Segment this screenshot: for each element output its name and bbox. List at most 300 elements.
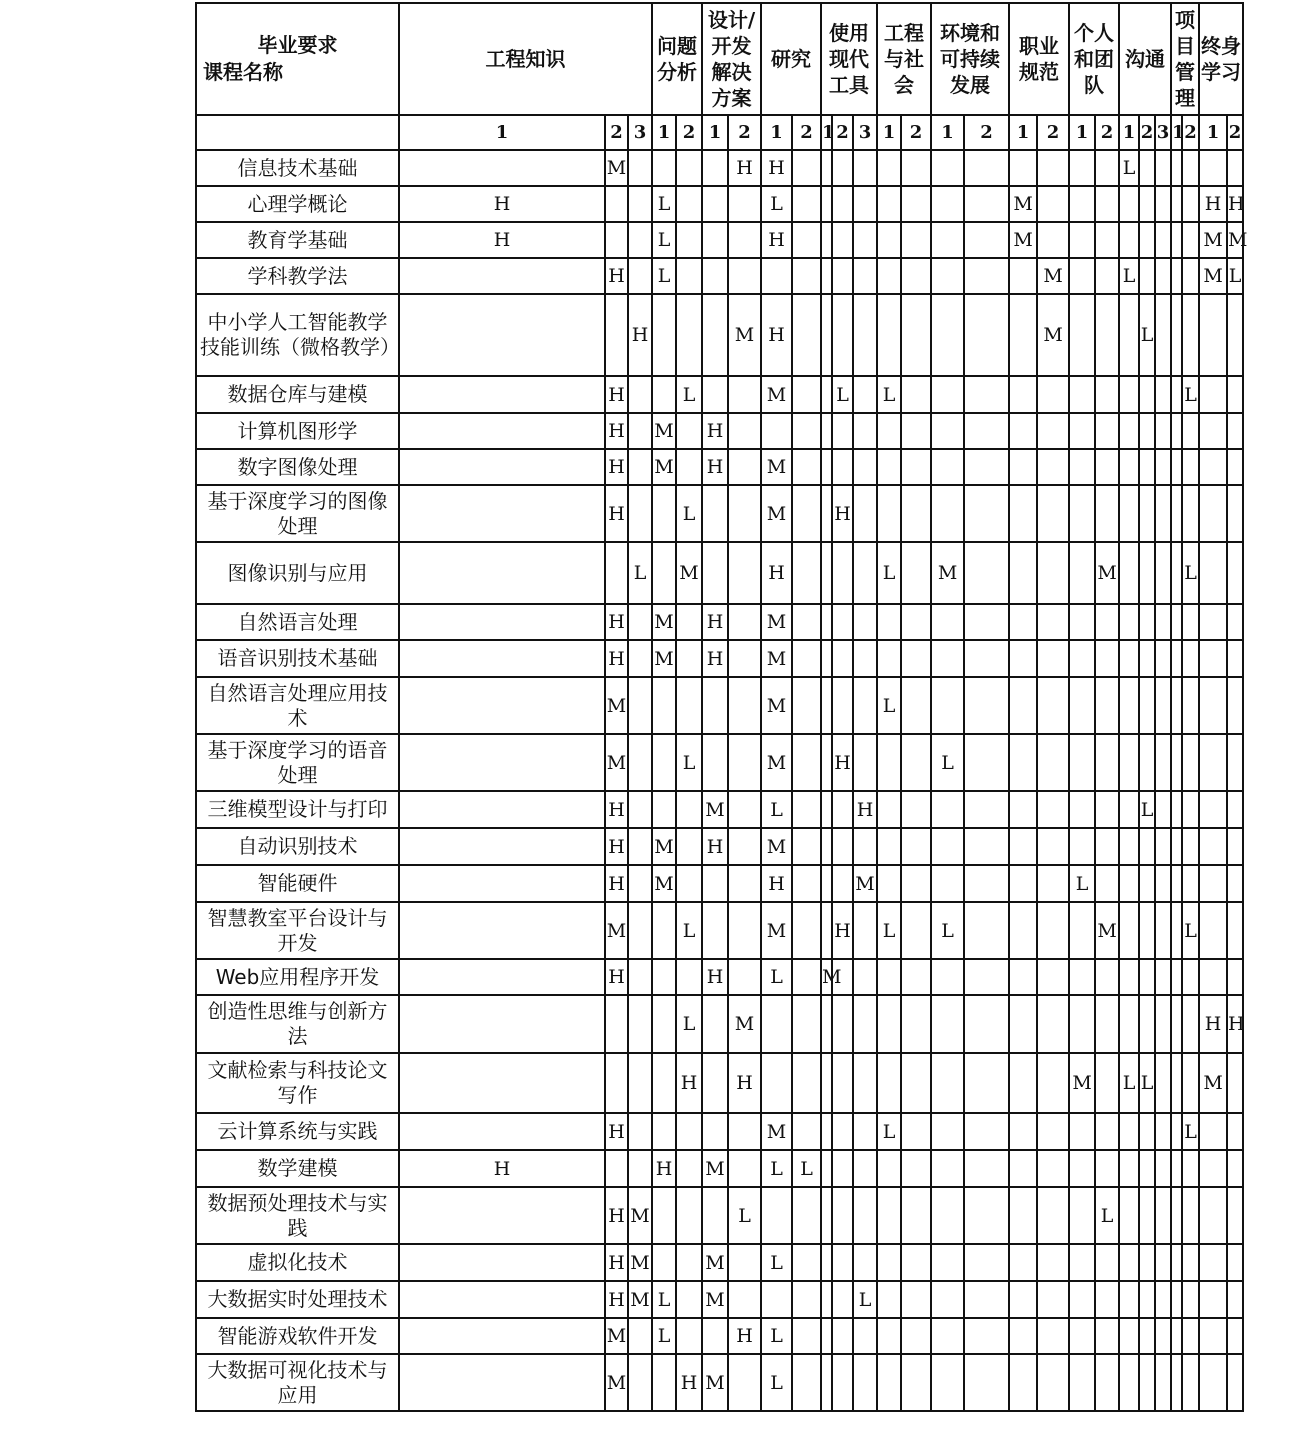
support-level-cell xyxy=(832,995,853,1053)
support-level-cell xyxy=(1182,995,1199,1053)
support-level-cell xyxy=(832,294,853,376)
table-row xyxy=(196,791,1243,828)
support-level-cell xyxy=(901,1354,931,1411)
support-level-cell xyxy=(1139,1244,1155,1281)
support-level-cell xyxy=(901,1187,931,1244)
support-level-cell xyxy=(1199,1113,1227,1150)
table-row xyxy=(196,1053,1243,1113)
support-level-cell xyxy=(1227,1354,1243,1411)
requirement-group-header: 工程知识 xyxy=(399,3,652,115)
support-level-cell xyxy=(1069,485,1095,542)
support-level-cell xyxy=(399,995,605,1053)
support-level-cell: L xyxy=(652,1318,676,1354)
support-level-cell xyxy=(1095,1113,1119,1150)
support-level-cell xyxy=(1095,995,1119,1053)
support-level-cell xyxy=(1227,413,1243,449)
support-level-cell xyxy=(853,1318,877,1354)
support-level-cell: L xyxy=(761,1244,792,1281)
support-level-cell xyxy=(853,1150,877,1187)
support-level-cell: L xyxy=(1182,376,1199,413)
support-level-cell: L xyxy=(1139,294,1155,376)
support-level-cell: L xyxy=(931,734,964,791)
course-name: 虚拟化技术 xyxy=(196,1244,399,1281)
support-level-cell xyxy=(1037,1113,1069,1150)
support-level-cell xyxy=(1139,1150,1155,1187)
table-row xyxy=(196,542,1243,604)
support-level-cell xyxy=(792,902,821,959)
support-level-cell xyxy=(877,150,901,186)
support-level-cell xyxy=(628,449,652,485)
support-level-cell xyxy=(702,1187,728,1244)
support-level-cell: M xyxy=(628,1244,652,1281)
support-level-cell xyxy=(1227,1244,1243,1281)
support-level-cell xyxy=(1095,258,1119,294)
support-level-cell xyxy=(1095,413,1119,449)
sub-requirement-number: 2 xyxy=(792,115,821,150)
support-level-cell xyxy=(1095,959,1119,995)
support-level-cell xyxy=(931,150,964,186)
support-level-cell xyxy=(877,640,901,677)
course-name-label: 课程名称 xyxy=(203,60,283,84)
support-level-cell xyxy=(652,485,676,542)
support-level-cell xyxy=(1009,1318,1037,1354)
support-level-cell xyxy=(1171,902,1182,959)
support-level-cell xyxy=(702,1113,728,1150)
support-level-cell: M xyxy=(821,959,832,995)
support-level-cell xyxy=(832,258,853,294)
support-level-cell xyxy=(1037,828,1069,865)
sub-requirement-number: 1 xyxy=(652,115,676,150)
support-level-cell: M xyxy=(605,1318,628,1354)
support-level-cell xyxy=(1069,542,1095,604)
support-level-cell xyxy=(1119,1318,1139,1354)
support-level-cell xyxy=(931,1150,964,1187)
support-level-cell: L xyxy=(1182,542,1199,604)
support-level-cell xyxy=(1119,413,1139,449)
requirement-group-header: 项目管理 xyxy=(1171,3,1199,115)
support-level-cell xyxy=(964,186,1009,222)
support-level-cell xyxy=(901,1053,931,1113)
table-row xyxy=(196,449,1243,485)
support-level-cell xyxy=(399,150,605,186)
support-level-cell xyxy=(1227,677,1243,734)
support-level-cell xyxy=(792,413,821,449)
support-level-cell xyxy=(1227,791,1243,828)
support-level-cell xyxy=(1009,294,1037,376)
course-name: Web应用程序开发 xyxy=(196,959,399,995)
support-level-cell xyxy=(728,640,761,677)
support-level-cell xyxy=(964,791,1009,828)
support-level-cell: M xyxy=(652,828,676,865)
support-level-cell xyxy=(676,258,702,294)
support-level-cell xyxy=(1171,150,1182,186)
support-level-cell xyxy=(792,1187,821,1244)
support-level-cell xyxy=(1139,449,1155,485)
support-level-cell xyxy=(1227,959,1243,995)
support-level-cell xyxy=(1037,640,1069,677)
support-level-cell xyxy=(792,1354,821,1411)
support-level-cell xyxy=(1171,449,1182,485)
support-level-cell xyxy=(399,449,605,485)
support-level-cell xyxy=(964,677,1009,734)
support-level-cell xyxy=(1037,791,1069,828)
sub-requirement-number: 1 xyxy=(931,115,964,150)
support-level-cell xyxy=(676,413,702,449)
support-level-cell xyxy=(1171,413,1182,449)
support-level-cell xyxy=(1171,865,1182,902)
sub-requirement-number: 3 xyxy=(1155,115,1171,150)
course-name: 数据仓库与建模 xyxy=(196,376,399,413)
support-level-cell: M xyxy=(728,995,761,1053)
support-level-cell xyxy=(931,1244,964,1281)
support-level-cell xyxy=(605,186,628,222)
support-level-cell xyxy=(853,640,877,677)
support-level-cell xyxy=(1227,640,1243,677)
support-level-cell: M xyxy=(605,150,628,186)
support-level-cell xyxy=(728,1150,761,1187)
support-level-cell xyxy=(676,677,702,734)
support-level-cell: L xyxy=(652,222,676,258)
support-level-cell xyxy=(901,1113,931,1150)
support-level-cell xyxy=(1009,902,1037,959)
support-level-cell: M xyxy=(1069,1053,1095,1113)
support-level-cell xyxy=(1009,604,1037,640)
support-level-cell xyxy=(1095,1150,1119,1187)
support-level-cell xyxy=(702,542,728,604)
support-level-cell xyxy=(1139,1318,1155,1354)
support-level-cell: H xyxy=(605,258,628,294)
support-level-cell: M xyxy=(676,542,702,604)
sub-requirement-number: 2 xyxy=(605,115,628,150)
support-level-cell xyxy=(901,828,931,865)
support-level-cell: H xyxy=(628,294,652,376)
support-level-cell: L xyxy=(877,902,901,959)
support-level-cell: M xyxy=(931,542,964,604)
support-level-cell xyxy=(1009,995,1037,1053)
support-level-cell xyxy=(931,413,964,449)
support-level-cell xyxy=(628,902,652,959)
support-level-cell xyxy=(728,959,761,995)
support-level-cell xyxy=(1009,376,1037,413)
support-level-cell xyxy=(702,294,728,376)
course-name: 语音识别技术基础 xyxy=(196,640,399,677)
support-level-cell xyxy=(1171,640,1182,677)
support-level-cell xyxy=(901,995,931,1053)
support-level-cell xyxy=(1155,1150,1171,1187)
support-level-cell xyxy=(399,791,605,828)
support-level-cell xyxy=(964,1281,1009,1318)
support-level-cell xyxy=(1227,1053,1243,1113)
support-level-cell xyxy=(1227,542,1243,604)
support-level-cell xyxy=(1199,1150,1227,1187)
support-level-cell xyxy=(1069,734,1095,791)
support-level-cell xyxy=(821,677,832,734)
support-level-cell: L xyxy=(877,677,901,734)
support-level-cell xyxy=(931,959,964,995)
support-level-cell: M xyxy=(761,485,792,542)
support-level-cell xyxy=(728,485,761,542)
support-level-cell xyxy=(652,1187,676,1244)
table-row xyxy=(196,865,1243,902)
support-level-cell: L xyxy=(652,186,676,222)
support-level-cell xyxy=(1037,995,1069,1053)
support-level-cell xyxy=(1199,294,1227,376)
support-level-cell xyxy=(792,865,821,902)
support-level-cell xyxy=(832,413,853,449)
support-level-cell xyxy=(399,485,605,542)
support-level-cell xyxy=(964,995,1009,1053)
support-level-cell: H xyxy=(605,1113,628,1150)
support-level-cell: H xyxy=(702,828,728,865)
support-level-cell xyxy=(628,222,652,258)
support-level-cell xyxy=(1009,413,1037,449)
support-level-cell xyxy=(1182,1244,1199,1281)
support-level-cell: M xyxy=(652,865,676,902)
course-name: 心理学概论 xyxy=(196,186,399,222)
support-level-cell xyxy=(1199,542,1227,604)
support-level-cell xyxy=(1009,828,1037,865)
support-level-cell xyxy=(652,902,676,959)
support-level-cell xyxy=(1119,604,1139,640)
course-name: 大数据可视化技术与应用 xyxy=(196,1354,399,1411)
support-level-cell xyxy=(399,828,605,865)
support-level-cell xyxy=(877,1244,901,1281)
support-level-cell xyxy=(931,1318,964,1354)
support-level-cell xyxy=(1155,640,1171,677)
support-level-cell: L xyxy=(1119,1053,1139,1113)
support-level-cell xyxy=(728,1244,761,1281)
support-level-cell xyxy=(964,542,1009,604)
support-level-cell xyxy=(832,1150,853,1187)
support-level-cell xyxy=(1155,1187,1171,1244)
support-level-cell xyxy=(676,1150,702,1187)
course-name: 学科教学法 xyxy=(196,258,399,294)
support-level-cell: L xyxy=(676,902,702,959)
course-name: 智能游戏软件开发 xyxy=(196,1318,399,1354)
support-level-cell xyxy=(1037,186,1069,222)
support-level-cell xyxy=(1182,791,1199,828)
support-level-cell xyxy=(853,413,877,449)
support-level-cell xyxy=(1227,1150,1243,1187)
support-level-cell: H xyxy=(605,449,628,485)
table-row xyxy=(196,959,1243,995)
support-level-cell xyxy=(399,1187,605,1244)
support-level-cell xyxy=(877,222,901,258)
support-level-cell xyxy=(931,376,964,413)
sub-requirement-number: 2 xyxy=(1227,115,1243,150)
support-level-cell xyxy=(676,1113,702,1150)
support-level-cell xyxy=(1139,186,1155,222)
support-level-cell xyxy=(792,791,821,828)
support-level-cell xyxy=(1037,449,1069,485)
support-level-cell xyxy=(1069,902,1095,959)
support-level-cell xyxy=(1182,449,1199,485)
support-level-cell xyxy=(1139,865,1155,902)
support-level-cell: H xyxy=(702,640,728,677)
support-level-cell xyxy=(1155,734,1171,791)
support-level-cell xyxy=(832,677,853,734)
support-level-cell xyxy=(1182,677,1199,734)
support-level-cell xyxy=(853,677,877,734)
support-level-cell xyxy=(1009,1053,1037,1113)
support-level-cell xyxy=(931,995,964,1053)
support-level-cell xyxy=(652,734,676,791)
support-level-cell xyxy=(964,258,1009,294)
support-level-cell xyxy=(901,222,931,258)
support-level-cell xyxy=(1009,1150,1037,1187)
support-level-cell: L xyxy=(1069,865,1095,902)
support-level-cell xyxy=(853,294,877,376)
support-level-cell xyxy=(628,1318,652,1354)
support-level-cell xyxy=(702,995,728,1053)
support-level-cell: L xyxy=(676,995,702,1053)
support-level-cell: M xyxy=(761,604,792,640)
support-level-cell xyxy=(901,542,931,604)
support-level-cell xyxy=(1037,865,1069,902)
support-level-cell: M xyxy=(1095,902,1119,959)
support-level-cell: L xyxy=(676,485,702,542)
support-level-cell: H xyxy=(399,222,605,258)
support-level-cell xyxy=(1139,902,1155,959)
support-level-cell xyxy=(1139,995,1155,1053)
support-level-cell xyxy=(1227,734,1243,791)
support-level-cell: M xyxy=(628,1187,652,1244)
support-level-cell: H xyxy=(399,186,605,222)
support-level-cell xyxy=(931,1354,964,1411)
support-level-cell xyxy=(652,1113,676,1150)
support-level-cell: H xyxy=(605,1281,628,1318)
support-level-cell: M xyxy=(1037,258,1069,294)
support-level-cell xyxy=(792,376,821,413)
sub-requirement-number: 1 xyxy=(702,115,728,150)
support-level-cell xyxy=(853,1354,877,1411)
support-level-cell xyxy=(1095,376,1119,413)
table-row xyxy=(196,1150,1243,1187)
support-level-cell xyxy=(964,828,1009,865)
support-level-cell xyxy=(1069,995,1095,1053)
support-level-cell xyxy=(1155,1113,1171,1150)
support-level-cell xyxy=(1182,150,1199,186)
requirement-group-header: 问题分析 xyxy=(652,3,702,115)
support-level-cell xyxy=(792,1244,821,1281)
support-level-cell xyxy=(628,959,652,995)
support-level-cell xyxy=(628,485,652,542)
support-level-cell xyxy=(832,1354,853,1411)
support-level-cell xyxy=(702,734,728,791)
sub-requirement-number: 3 xyxy=(853,115,877,150)
support-level-cell xyxy=(877,186,901,222)
support-level-cell: M xyxy=(761,1113,792,1150)
table-row xyxy=(196,222,1243,258)
support-level-cell xyxy=(676,222,702,258)
support-level-cell xyxy=(761,995,792,1053)
course-name: 三维模型设计与打印 xyxy=(196,791,399,828)
support-level-cell xyxy=(931,1187,964,1244)
support-level-cell: M xyxy=(652,449,676,485)
support-level-cell xyxy=(877,865,901,902)
support-level-cell xyxy=(1009,1354,1037,1411)
support-level-cell xyxy=(728,865,761,902)
support-level-cell xyxy=(792,186,821,222)
support-level-cell xyxy=(821,413,832,449)
support-level-cell xyxy=(1182,294,1199,376)
support-level-cell xyxy=(628,1150,652,1187)
support-level-cell xyxy=(652,1354,676,1411)
support-level-cell xyxy=(821,1354,832,1411)
support-level-cell xyxy=(821,604,832,640)
support-level-cell xyxy=(1139,677,1155,734)
support-level-cell xyxy=(1119,995,1139,1053)
support-level-cell xyxy=(1037,1354,1069,1411)
support-level-cell xyxy=(1119,1113,1139,1150)
support-level-cell xyxy=(1199,734,1227,791)
support-level-cell xyxy=(1009,734,1037,791)
support-level-cell xyxy=(821,640,832,677)
support-level-cell xyxy=(628,376,652,413)
support-level-cell xyxy=(1009,1113,1037,1150)
support-level-cell xyxy=(605,1150,628,1187)
support-level-cell xyxy=(853,1244,877,1281)
support-level-cell xyxy=(1009,1244,1037,1281)
support-level-cell xyxy=(1171,1150,1182,1187)
support-level-cell xyxy=(792,1113,821,1150)
support-level-cell xyxy=(399,542,605,604)
support-level-cell xyxy=(792,677,821,734)
sub-requirement-number: 2 xyxy=(1095,115,1119,150)
support-level-cell xyxy=(1139,604,1155,640)
support-level-cell: L xyxy=(1139,791,1155,828)
support-level-cell xyxy=(1119,485,1139,542)
table-row xyxy=(196,485,1243,542)
support-level-cell xyxy=(1155,449,1171,485)
support-level-cell xyxy=(1155,294,1171,376)
support-level-cell xyxy=(877,604,901,640)
support-level-cell xyxy=(628,186,652,222)
support-level-cell xyxy=(1199,449,1227,485)
table-row xyxy=(196,902,1243,959)
support-level-cell xyxy=(1199,1354,1227,1411)
support-level-cell xyxy=(702,150,728,186)
support-level-cell xyxy=(399,294,605,376)
support-level-cell xyxy=(676,1318,702,1354)
support-level-cell xyxy=(1155,677,1171,734)
support-level-cell xyxy=(1119,640,1139,677)
support-level-cell xyxy=(821,828,832,865)
support-level-cell: H xyxy=(832,485,853,542)
support-level-cell xyxy=(676,959,702,995)
support-level-cell: H xyxy=(605,376,628,413)
support-level-cell xyxy=(1139,413,1155,449)
support-level-cell: L xyxy=(761,791,792,828)
support-level-cell xyxy=(1037,413,1069,449)
support-level-cell xyxy=(399,677,605,734)
support-level-cell xyxy=(1119,677,1139,734)
support-level-cell: L xyxy=(676,376,702,413)
support-level-cell xyxy=(931,449,964,485)
corner-header xyxy=(196,3,399,115)
support-level-cell: M xyxy=(652,640,676,677)
support-level-cell xyxy=(728,413,761,449)
support-level-cell xyxy=(1182,1354,1199,1411)
support-level-cell xyxy=(399,640,605,677)
course-name: 计算机图形学 xyxy=(196,413,399,449)
support-level-cell xyxy=(792,604,821,640)
support-level-cell xyxy=(853,186,877,222)
support-level-cell xyxy=(628,791,652,828)
support-level-cell: H xyxy=(605,791,628,828)
support-level-cell xyxy=(1037,222,1069,258)
support-level-cell xyxy=(1069,959,1095,995)
